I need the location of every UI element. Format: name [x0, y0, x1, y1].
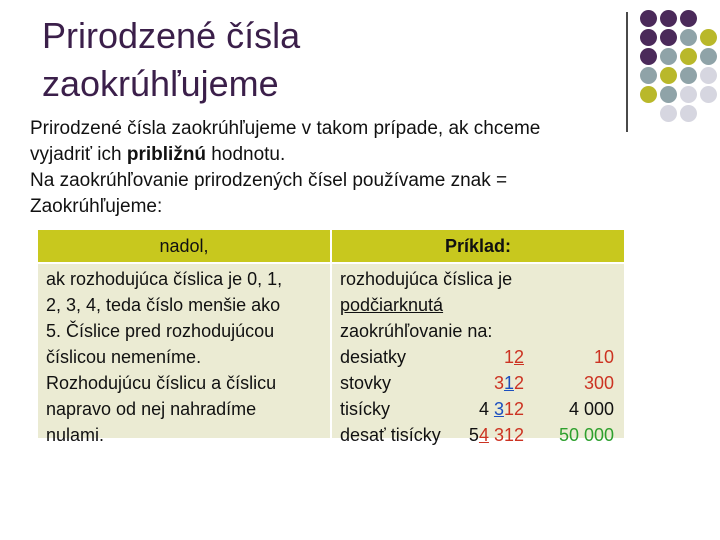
- example-label: tisícky: [340, 399, 391, 419]
- example-intro-line: podčiarknutá: [340, 295, 444, 315]
- header-priklad: Príklad:: [332, 230, 624, 262]
- example-row: [340, 344, 624, 370]
- example-label: desať tisícky: [340, 425, 441, 445]
- number-pre: 3: [493, 373, 504, 393]
- dot: [640, 86, 657, 103]
- example-label: stovky: [340, 373, 392, 393]
- example-number: [504, 344, 524, 370]
- number-pre: 5: [468, 425, 479, 445]
- dot: [680, 29, 697, 46]
- intro-line-4: Zaokrúhľujeme:: [30, 196, 163, 217]
- example-row: [340, 422, 624, 448]
- dot: [660, 10, 677, 27]
- dot: [660, 86, 677, 103]
- dot: [660, 67, 677, 84]
- example-result: 50 000: [558, 425, 614, 445]
- dot: [680, 86, 697, 103]
- title-line-1: Prirodzené čísla: [42, 15, 301, 56]
- title-line-2: zaokrúhľujeme: [42, 63, 279, 104]
- dot: [660, 48, 677, 65]
- rule-cell: [38, 264, 330, 445]
- dot: [660, 105, 677, 122]
- rounding-table: [38, 230, 624, 445]
- decorative-divider: [626, 12, 628, 132]
- intro-line-2-bold: približnú: [126, 144, 207, 165]
- number-post: 312: [488, 425, 524, 445]
- example-row: [340, 370, 624, 396]
- rule-line: napravo od nej nahradíme: [46, 399, 257, 419]
- example-result: 4 000: [568, 399, 614, 419]
- number-pre: 4: [478, 399, 494, 419]
- example-number: [494, 370, 524, 396]
- intro-line-1: Prirodzené čísla zaokrúhľujeme v takom prípade, ak chceme: [30, 118, 541, 139]
- dot: [640, 29, 657, 46]
- dot: [700, 48, 717, 65]
- dot: [640, 67, 657, 84]
- rule-line: nulami.: [46, 425, 105, 445]
- rule-line: Rozhodujúcu číslicu a číslicu: [46, 373, 277, 393]
- number-post: 2: [513, 373, 524, 393]
- dot: [640, 10, 657, 27]
- dot: [680, 48, 697, 65]
- dot: [660, 29, 677, 46]
- intro-text: [30, 116, 630, 220]
- deciding-digit: 1: [503, 373, 514, 393]
- example-result: 10: [593, 347, 614, 367]
- dot: [680, 67, 697, 84]
- rule-line: ak rozhodujúca číslica je 0, 1,: [46, 269, 283, 289]
- example-number: [469, 422, 524, 448]
- dot: [700, 67, 717, 84]
- intro-line-3: Na zaokrúhľovanie prirodzených čísel používame znak =: [30, 170, 508, 191]
- deciding-digit: 4: [478, 425, 489, 445]
- dot: [700, 86, 717, 103]
- rule-line: 2, 3, 4, teda číslo menšie ako: [46, 295, 281, 315]
- header-nadol: nadol,: [38, 230, 330, 262]
- dot: [700, 29, 717, 46]
- example-intro-line: rozhodujúca číslica je: [340, 269, 513, 289]
- intro-line-2-pre: vyjadriť ich: [30, 144, 127, 165]
- dot: [640, 48, 657, 65]
- example-number: [479, 396, 524, 422]
- number-pre: 1: [503, 347, 514, 367]
- slide-title: [42, 12, 602, 108]
- intro-line-2: [30, 142, 630, 168]
- example-cell: [332, 264, 624, 445]
- deciding-digit: 2: [513, 347, 524, 367]
- intro-line-2-post: hodnotu.: [206, 144, 286, 165]
- example-intro-line: zaokrúhľovanie na:: [340, 321, 493, 341]
- example-row: [340, 396, 624, 422]
- rule-line: 5. Číslice pred rozhodujúcou: [46, 321, 275, 341]
- example-result: 300: [583, 373, 614, 393]
- example-label: desiatky: [340, 347, 407, 367]
- deciding-digit: 3: [493, 399, 504, 419]
- rule-line: číslicou nemeníme.: [46, 347, 202, 367]
- dot: [680, 10, 697, 27]
- number-post: 12: [503, 399, 524, 419]
- dot: [680, 105, 697, 122]
